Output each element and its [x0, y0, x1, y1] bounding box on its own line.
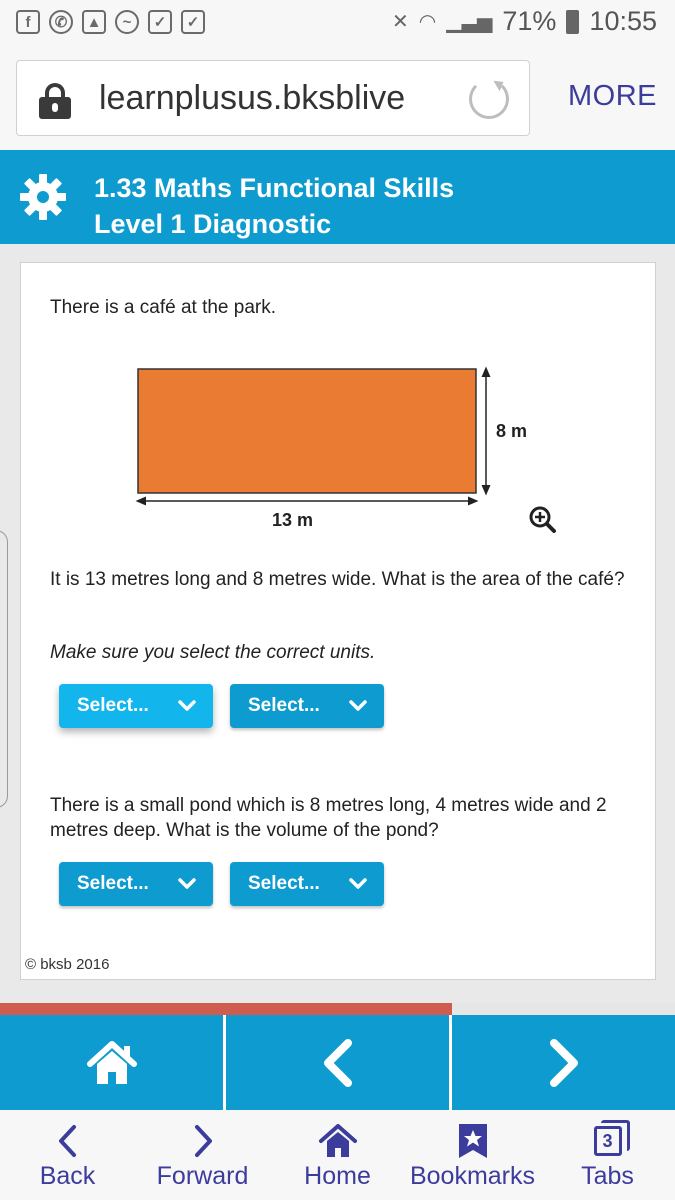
q1-prompt: It is 13 metres long and 8 metres wide. What is the area of the café? [50, 569, 625, 590]
mute-icon: ✕ [392, 11, 409, 33]
width-label: 8 m [496, 421, 528, 441]
messenger-icon: ~ [115, 10, 139, 34]
bookmark-star-icon [457, 1122, 489, 1160]
tabs-icon: 3 [594, 1126, 622, 1156]
reload-icon[interactable] [469, 79, 509, 119]
quiz-prev-button[interactable] [226, 1015, 452, 1110]
q2-answer-selects [59, 862, 384, 906]
q2-value-select[interactable] [59, 862, 213, 906]
notification-icons [16, 10, 205, 34]
cafe-rectangle [138, 369, 476, 493]
page-title-line1: 1.33 Maths Functional Skills [94, 173, 455, 203]
browser-tabs-button[interactable] [540, 1110, 675, 1200]
phone-icon: ✆ [49, 10, 73, 34]
q1-units-select[interactable] [230, 684, 384, 728]
url-text[interactable]: learnplusus.bksblive [99, 79, 406, 117]
browser-back-label: Back [39, 1162, 96, 1190]
lock-icon [39, 83, 71, 119]
browser-forward-label: Forward [156, 1162, 249, 1190]
briefcase-check-icon: ✓ [148, 10, 172, 34]
system-status [392, 6, 657, 37]
home-icon [86, 1040, 138, 1086]
chevron-down-icon [177, 697, 197, 715]
browser-forward-button[interactable] [135, 1110, 270, 1200]
browser-bookmarks-label: Bookmarks [409, 1162, 536, 1190]
length-label: 13 m [272, 510, 314, 530]
progress-fill [0, 1003, 452, 1015]
chevron-left-icon [318, 1038, 358, 1088]
signal-icon: ▁▃▅ [446, 11, 493, 33]
q1-units-note: Make sure you select the correct units. [50, 642, 376, 663]
browser-bottom-bar [0, 1110, 675, 1200]
progress-bar [0, 1003, 675, 1015]
image-icon: ▲ [82, 10, 106, 34]
clock: 10:55 [589, 6, 657, 36]
cafe-diagram [134, 363, 574, 543]
battery-percent: 71% [502, 6, 557, 36]
quiz-nav [0, 1015, 675, 1110]
facebook-icon: f [16, 10, 40, 34]
more-button[interactable]: MORE [568, 80, 657, 112]
wifi-icon: ◠ [418, 11, 437, 33]
page-title [94, 170, 454, 242]
browser-bookmarks-button[interactable] [405, 1110, 540, 1200]
chevron-down-icon [348, 875, 368, 893]
q1-intro: There is a café at the park. [50, 297, 277, 318]
browser-home-label: Home [304, 1162, 371, 1190]
q2-prompt: There is a small pond which is 8 metres long, 4 metres wide and 2 metres deep. What is the volume of the pond? [50, 795, 607, 841]
battery-icon [566, 10, 579, 34]
chevron-down-icon [177, 875, 197, 893]
back-icon [56, 1124, 80, 1158]
q1-value-select-label: Select... [77, 695, 149, 716]
q2-value-select-label: Select... [77, 873, 149, 894]
q1-value-select[interactable] [59, 684, 213, 728]
status-bar [0, 0, 675, 46]
zoom-in-icon[interactable] [531, 508, 554, 531]
chevron-down-icon [348, 697, 368, 715]
question-card [20, 262, 656, 980]
quiz-next-button[interactable] [452, 1015, 675, 1110]
q2-units-select-label: Select... [248, 873, 320, 894]
browser-back-button[interactable] [0, 1110, 135, 1200]
app-header [0, 150, 675, 244]
forward-icon [191, 1124, 215, 1158]
copyright: © bksb 2016 [25, 956, 110, 973]
page-title-line2: Level 1 Diagnostic [94, 209, 332, 239]
q1-answer-selects [59, 684, 384, 728]
q1-units-select-label: Select... [248, 695, 320, 716]
browser-tabs-label: Tabs [581, 1162, 634, 1190]
briefcase-check-icon-2: ✓ [181, 10, 205, 34]
address-bar[interactable] [16, 60, 530, 136]
home-icon [318, 1123, 358, 1159]
q2-units-select[interactable] [230, 862, 384, 906]
gear-icon[interactable] [18, 172, 68, 222]
chevron-right-icon [544, 1038, 584, 1088]
side-drawer-handle[interactable] [0, 530, 8, 808]
quiz-home-button[interactable] [0, 1015, 226, 1110]
browser-toolbar [0, 46, 675, 150]
browser-home-button[interactable] [270, 1110, 405, 1200]
